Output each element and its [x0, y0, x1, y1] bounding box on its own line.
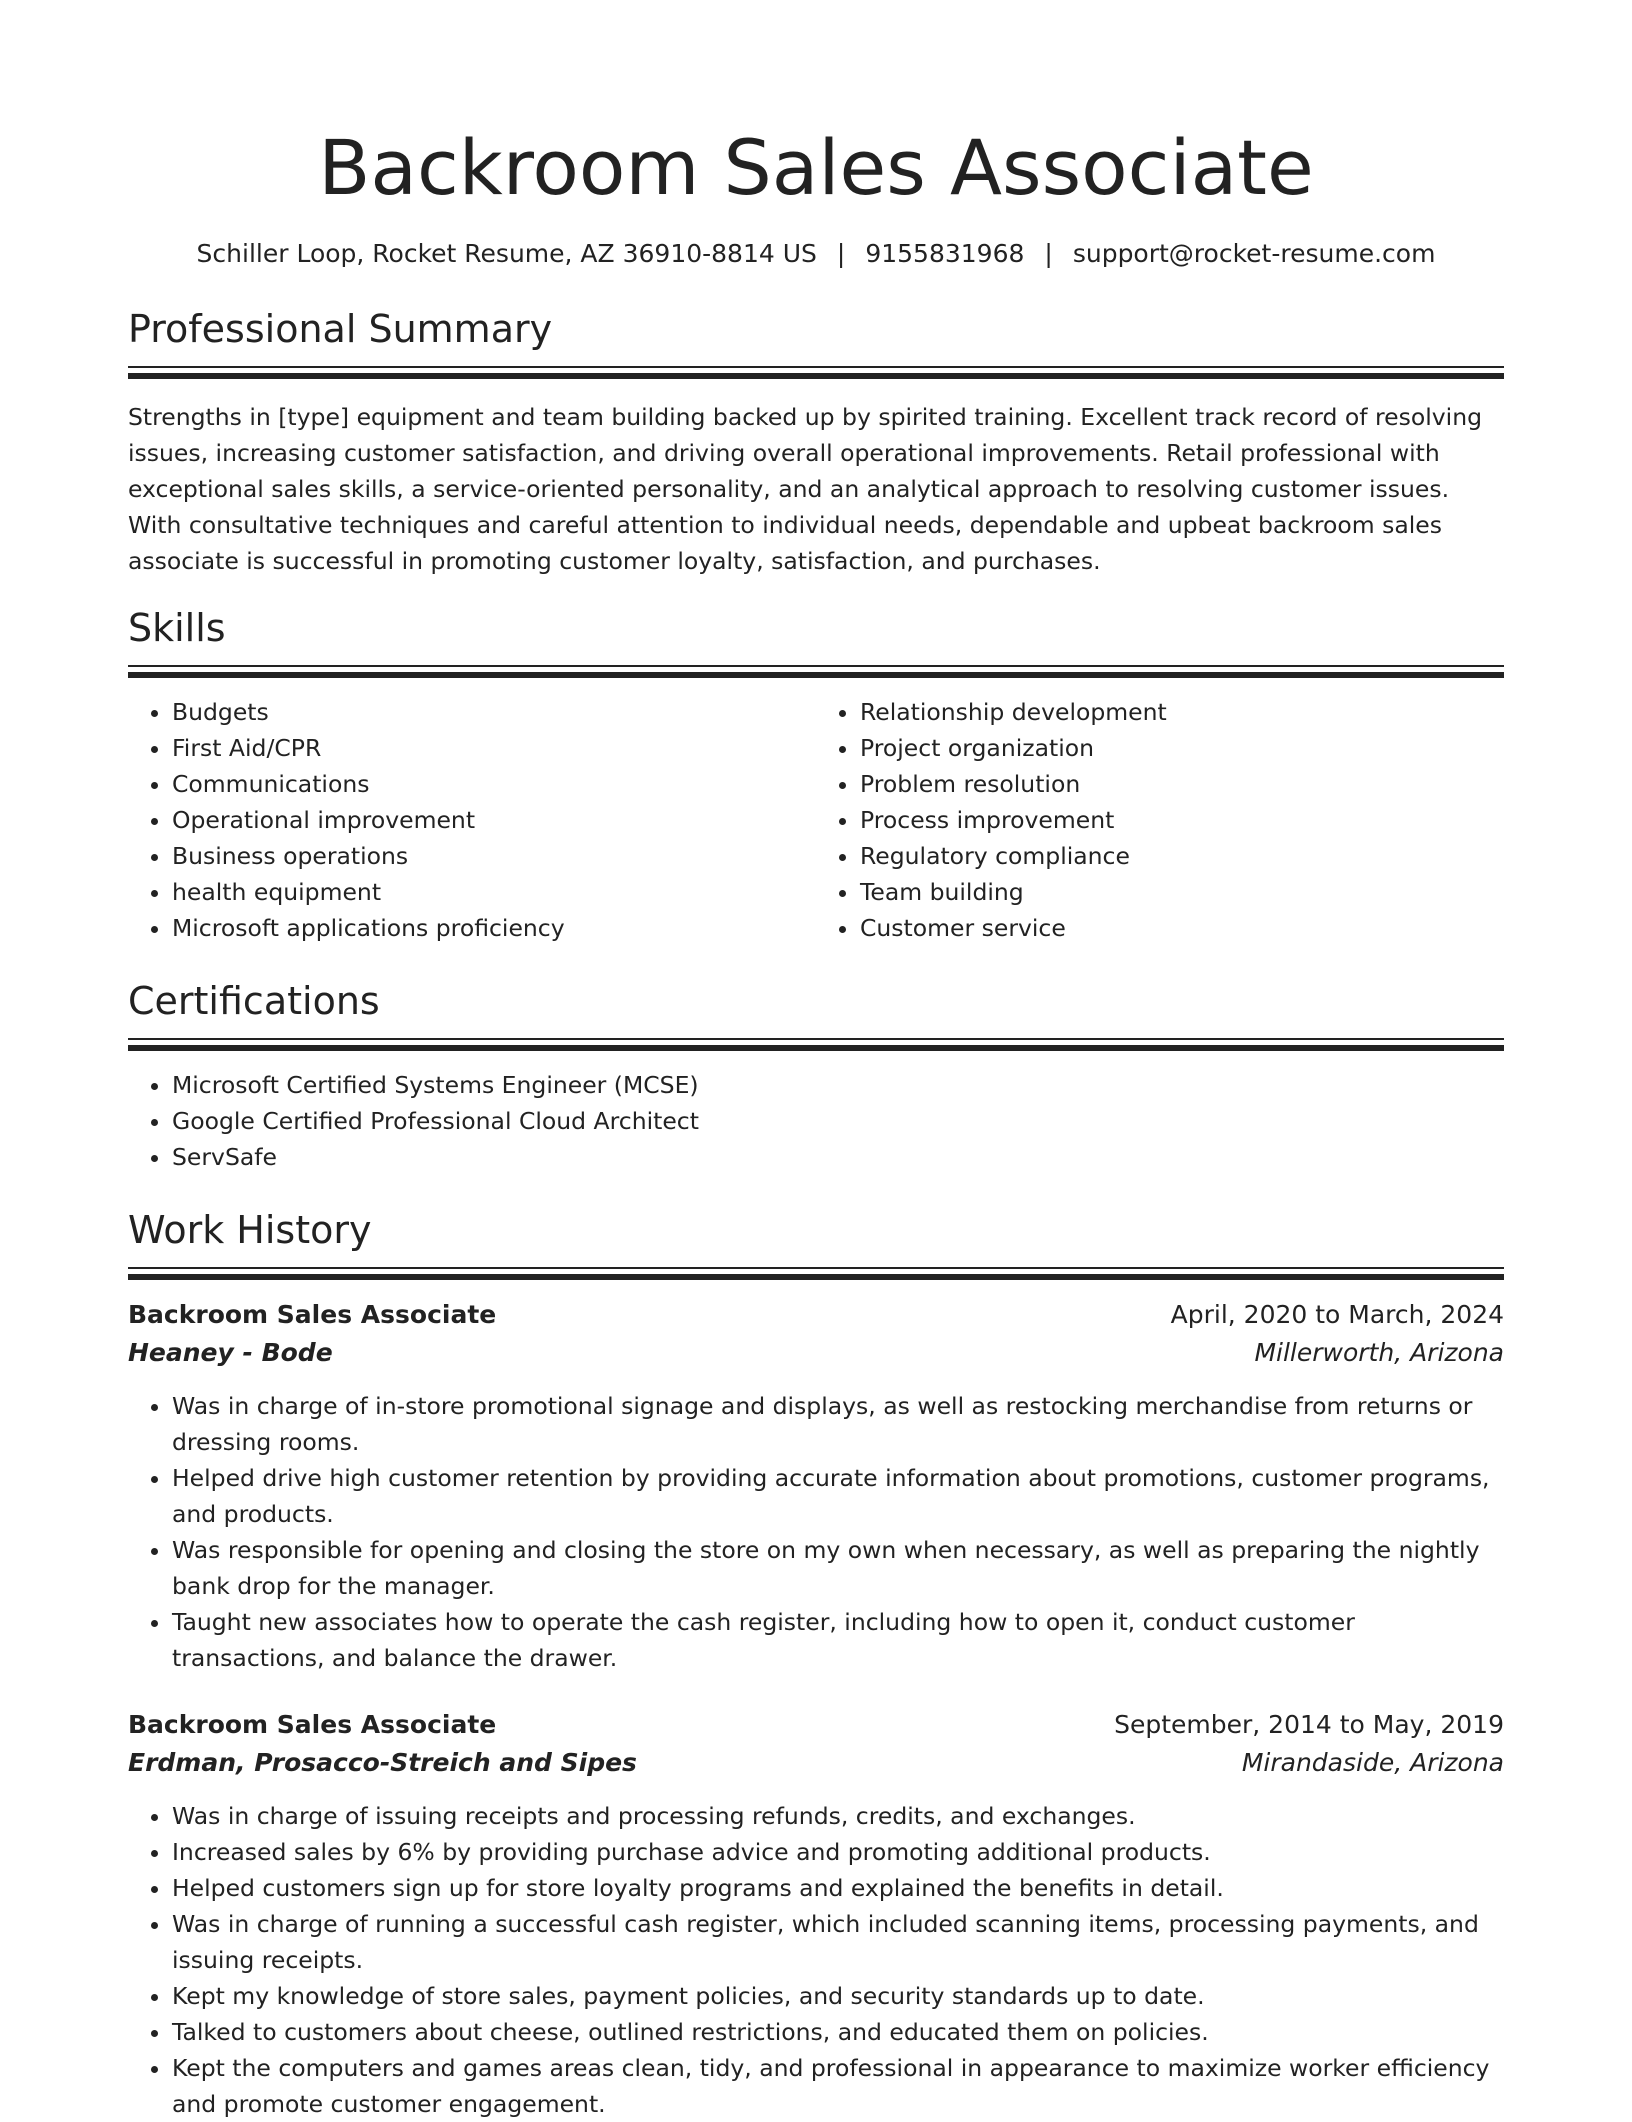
- job-title: Backroom Sales Associate: [128, 1710, 497, 1739]
- job-bullet: • Helped customers sign up for store loyalty programs and explained the benefits in detail.: [172, 1870, 1504, 1906]
- resume-name: Backroom Sales Associate: [318, 123, 1314, 212]
- job-title: Backroom Sales Associate: [128, 1300, 497, 1329]
- skills-list-right: [816, 694, 1504, 946]
- skill-item: • Process improvement: [860, 802, 1504, 838]
- section-title-work-history: Work History: [128, 1208, 372, 1252]
- section-title-certifications: Certifications: [128, 979, 380, 1023]
- contact-separator: |: [1044, 239, 1053, 268]
- section-divider: [128, 1038, 1504, 1040]
- skill-item: • First Aid/CPR: [172, 730, 816, 766]
- skills-columns: [128, 694, 1504, 946]
- job-subheader: [128, 1334, 1504, 1372]
- certification-item: • Google Certified Professional Cloud Architect: [172, 1103, 1504, 1139]
- skill-item: • Team building: [860, 874, 1504, 910]
- section-title-summary: Professional Summary: [128, 307, 553, 351]
- skill-item: • Microsoft applications proficiency: [172, 910, 816, 946]
- contact-address: Schiller Loop, Rocket Resume, AZ 36910-8814 US: [196, 239, 817, 268]
- section-divider: [128, 665, 1504, 667]
- job-dates: April, 2020 to March, 2024: [1170, 1300, 1504, 1329]
- job-entry: [128, 1296, 1504, 1676]
- job-header: [128, 1296, 1504, 1334]
- skills-list-left: [128, 694, 816, 946]
- certification-item: • Microsoft Certified Systems Engineer (MCSE): [172, 1067, 1504, 1103]
- job-bullet: • Taught new associates how to operate the cash register, including how to open it, conduct customer transactions, and balance the drawer.: [172, 1604, 1504, 1676]
- skill-item: • health equipment: [172, 874, 816, 910]
- job-bullet: • Helped drive high customer retention by providing accurate information about promotions, customer programs, and products.: [172, 1460, 1504, 1532]
- section-divider: [128, 1267, 1504, 1269]
- contact-phone: 9155831968: [865, 239, 1025, 268]
- job-bullet: • Increased sales by 6% by providing purchase advice and promoting additional products.: [172, 1834, 1504, 1870]
- skill-item: • Customer service: [860, 910, 1504, 946]
- skill-item: • Project organization: [860, 730, 1504, 766]
- work-history-section: [128, 1205, 1504, 2122]
- resume-page: [128, 0, 1504, 2122]
- skill-item: • Problem resolution: [860, 766, 1504, 802]
- skill-item: • Communications: [172, 766, 816, 802]
- job-company: Heaney - Bode: [128, 1338, 333, 1367]
- job-entry: [128, 1706, 1504, 2122]
- job-bullets: [128, 1388, 1504, 1676]
- skills-section: [128, 603, 1504, 946]
- job-bullet: • Was in charge of issuing receipts and processing refunds, credits, and exchanges.: [172, 1798, 1504, 1834]
- contact-line: [128, 236, 1504, 272]
- contact-email: support@rocket-resume.com: [1072, 239, 1436, 268]
- skill-item: • Budgets: [172, 694, 816, 730]
- job-bullet: • Talked to customers about cheese, outlined restrictions, and educated them on policies.: [172, 2014, 1504, 2050]
- skill-item: • Business operations: [172, 838, 816, 874]
- skill-item: • Operational improvement: [172, 802, 816, 838]
- job-bullet: • Was responsible for opening and closing the store on my own when necessary, as well as preparing the nightly bank drop for the manager.: [172, 1532, 1504, 1604]
- certifications-section: [128, 976, 1504, 1175]
- job-location: Millerworth, Arizona: [1254, 1338, 1504, 1367]
- job-dates: September, 2014 to May, 2019: [1114, 1710, 1504, 1739]
- summary-section: [128, 304, 1504, 579]
- skill-item: • Relationship development: [860, 694, 1504, 730]
- certification-item: • ServSafe: [172, 1139, 1504, 1175]
- job-header: [128, 1706, 1504, 1744]
- job-subheader: [128, 1744, 1504, 1782]
- contact-separator: |: [836, 239, 846, 268]
- skill-item: • Regulatory compliance: [860, 838, 1504, 874]
- job-bullet: • Kept the computers and games areas clean, tidy, and professional in appearance to maximize worker efficiency and promote customer engagement.: [172, 2050, 1504, 2122]
- job-bullets: [128, 1798, 1504, 2122]
- job-company: Erdman, Prosacco-Streich and Sipes: [128, 1748, 637, 1777]
- summary-text: Strengths in [type] equipment and team building backed up by spirited training. Excellent track record of resolving issues, increasing customer satisfaction, and driving overall operational improvements. Retail professional with exceptional sales skills, a service-oriented personality, and an analytical approach to resolving customer issues. With consultative techniques and careful attention to individual needs, dependable and upbeat backroom sales associate is successful in promoting customer loyalty, satisfaction, and purchases.: [128, 403, 1483, 575]
- section-divider: [128, 366, 1504, 368]
- section-title-skills: Skills: [128, 606, 226, 650]
- job-bullet: • Was in charge of running a successful cash register, which included scanning items, processing payments, and issuing receipts.: [172, 1906, 1504, 1978]
- job-bullet: • Was in charge of in-store promotional signage and displays, as well as restocking merchandise from returns or dressing rooms.: [172, 1388, 1504, 1460]
- certifications-list: [128, 1067, 1504, 1175]
- job-bullet: • Kept my knowledge of store sales, payment policies, and security standards up to date.: [172, 1978, 1504, 2014]
- job-location: Mirandaside, Arizona: [1241, 1748, 1504, 1777]
